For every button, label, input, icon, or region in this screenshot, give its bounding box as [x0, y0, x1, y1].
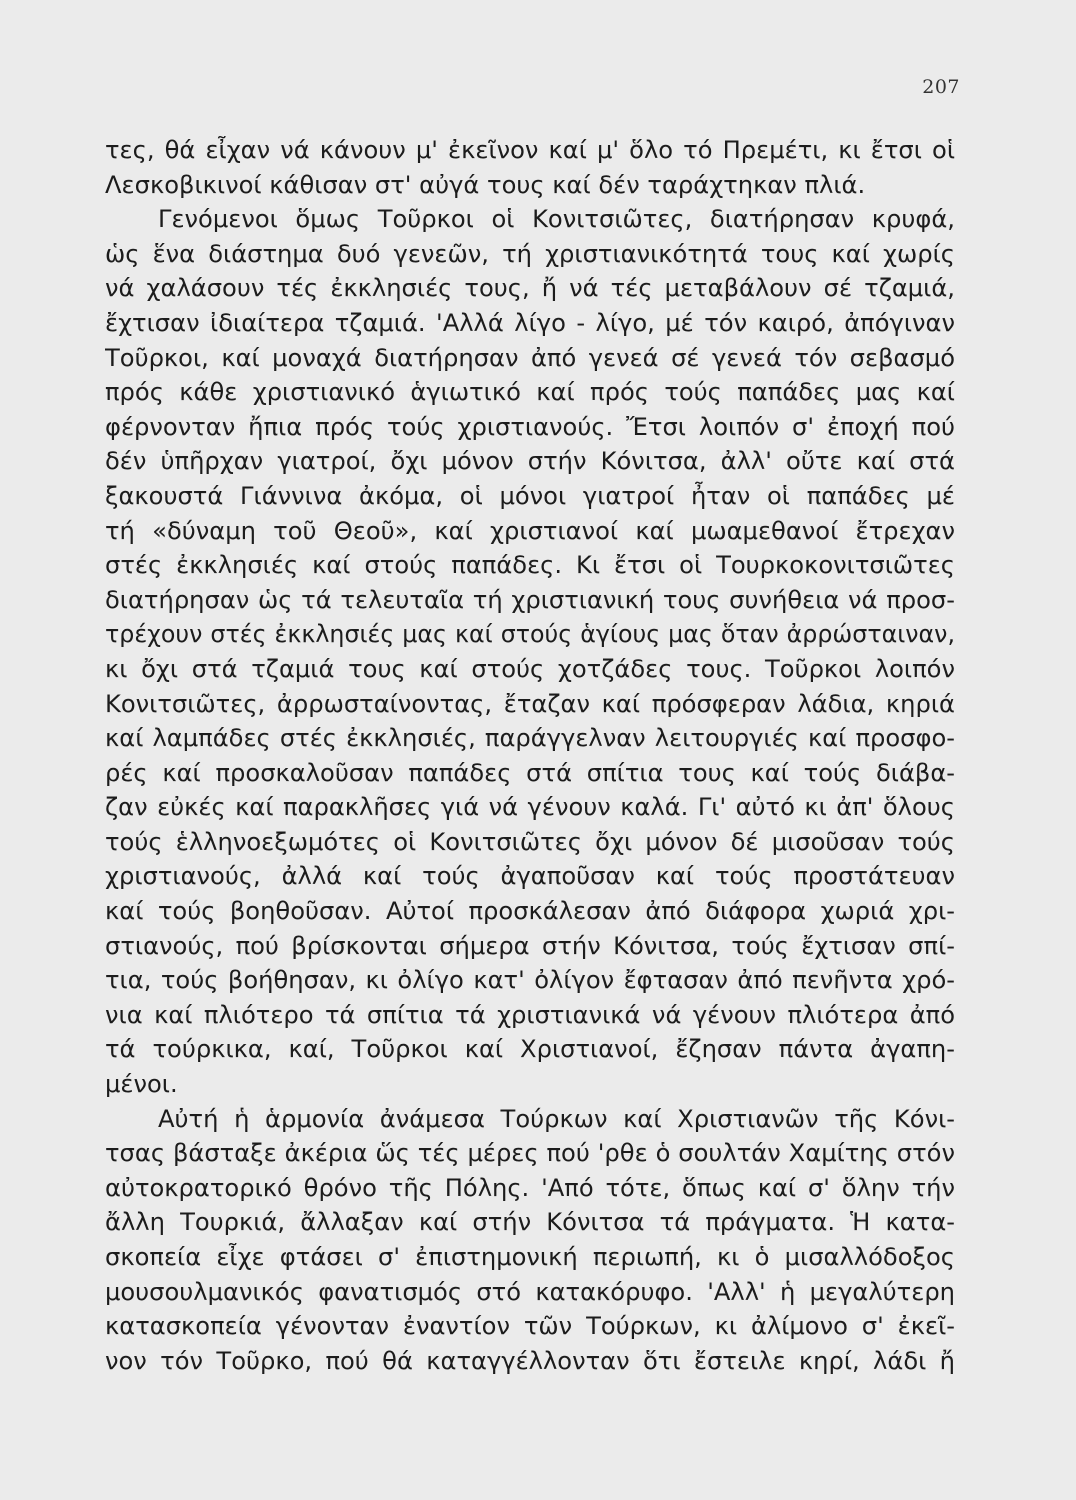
text-line: Αὐτή ἡ ἁρμονία ἀνάμεσα Τούρκων καί Χριστιανῶν τῆς Κόνι-: [158, 1104, 955, 1133]
text-line: νά χαλάσουν τές ἐκκλησιές τους, ἤ νά τές μεταβάλουν σέ τζαμιά,: [105, 274, 955, 303]
text-line: χριστιανούς, ἀλλά καί τούς ἀγαποῦσαν καί τούς προστάτευαν: [105, 862, 955, 891]
text-line: τά τούρκικα, καί, Τοῦρκοι καί Χριστιανοί, ἔζησαν πάντα ἀγαπη-: [105, 1035, 955, 1064]
text-line: τσας βάσταξε ἀκέρια ὥς τές μέρες πού 'ρθε ὁ σουλτάν Χαμίτης στόν: [105, 1139, 955, 1168]
text-line: φέρνονταν ἤπια πρός τούς χριστιανούς. Ἔτσι λοιπόν σ' ἐποχή πού: [105, 412, 955, 441]
text-line: μουσουλμανικός φανατισμός στό κατακόρυφο. 'Αλλ' ἡ μεγαλύτερη: [105, 1277, 955, 1306]
text-line: ὡς ἕνα διάστημα δυό γενεῶν, τή χριστιανικότητά τους καί χωρίς: [105, 239, 955, 268]
text-line: ρές καί προσκαλοῦσαν παπάδες στά σπίτια τους καί τούς διάβα-: [105, 758, 955, 787]
text-line: ζαν εὐκές καί παρακλῆσες γιά νά γένουν καλά. Γι' αὐτό κι ἀπ' ὅλους: [105, 793, 955, 822]
text-line: ἄλλη Τουρκιά, ἄλλαξαν καί στήν Κόνιτσα τά πράγματα. Ἡ κατα-: [105, 1208, 955, 1237]
text-line: μένοι.: [105, 1070, 178, 1099]
page-number: 207: [922, 76, 960, 98]
text-line: Κονιτσιῶτες, ἀρρωσταίνοντας, ἔταζαν καί πρόσφεραν λάδια, κηριά: [105, 689, 955, 718]
text-line: διατήρησαν ὡς τά τελευταῖα τή χριστιανική τους συνήθεια νά προσ-: [105, 585, 955, 614]
text-line: σκοπεία εἶχε φτάσει σ' ἐπιστημονική περιωπή, κι ὁ μισαλλόδοξος: [105, 1243, 955, 1271]
text-line: τρέχουν στές ἐκκλησιές μας καί στούς ἁγίους μας ὅταν ἀρρώσταιναν,: [105, 620, 955, 649]
text-line: ἔχτισαν ἰδιαίτερα τζαμιά. 'Αλλά λίγο - λίγο, μέ τόν καιρό, ἀπόγιναν: [105, 308, 955, 337]
text-line: τούς ἑλληνοεξωμότες οἱ Κονιτσιῶτες ὄχι μόνον δέ μισοῦσαν τούς: [105, 827, 955, 856]
text-line: Λεσκοβικινοί κάθισαν στ' αὐγά τους καί δέν ταράχτηκαν πλιά.: [105, 170, 866, 199]
text-line: τή «δύναμη τοῦ Θεοῦ», καί χριστιανοί καί μωαμεθανοί ἔτρεχαν: [105, 516, 955, 545]
text-line: νον τόν Τοῦρκο, πού θά καταγγέλλονταν ὅτι ἔστειλε κηρί, λάδι ἤ: [105, 1346, 955, 1375]
text-line: ξακουστά Γιάννινα ἀκόμα, οἱ μόνοι γιατροί ἦταν οἱ παπάδες μέ: [105, 481, 955, 510]
text-line: αὐτοκρατορικό θρόνο τῆς Πόλης. 'Από τότε, ὅπως καί σ' ὅλην τήν: [105, 1173, 955, 1202]
text-line: Γενόμενοι ὅμως Τοῦρκοι οἱ Κονιτσιῶτες, διατήρησαν κρυφά,: [158, 205, 955, 234]
text-line: στές ἐκκλησιές καί στούς παπάδες. Κι ἔτσι οἱ Τουρκοκονιτσιῶτες: [105, 551, 955, 580]
text-line: τες, θά εἶχαν νά κάνουν μ' ἐκεῖνον καί μ' ὅλο τό Πρεμέτι, κι ἔτσι οἱ: [105, 136, 955, 164]
text-line: καί τούς βοηθοῦσαν. Αὐτοί προσκάλεσαν ἀπό διάφορα χωριά χρι-: [105, 897, 955, 926]
text-line: δέν ὑπῆρχαν γιατροί, ὄχι μόνον στήν Κόνιτσα, ἀλλ' οὔτε καί στά: [105, 447, 955, 476]
text-line: κατασκοπεία γένονταν ἐναντίον τῶν Τούρκων, κι ἀλίμονο σ' ἐκεῖ-: [105, 1312, 955, 1341]
text-line: τια, τούς βοήθησαν, κι ὀλίγο κατ' ὀλίγον ἔφτασαν ἀπό πενῆντα χρό-: [105, 966, 955, 995]
text-line: νια καί πλιότερο τά σπίτια τά χριστιανικά νά γένουν πλιότερα ἀπό: [105, 1000, 955, 1029]
text-line: στιανούς, πού βρίσκονται σήμερα στήν Κόνιτσα, τούς ἔχτισαν σπί-: [105, 931, 955, 960]
text-line: κι ὄχι στά τζαμιά τους καί στούς χοτζάδες τους. Τοῦρκοι λοιπόν: [105, 654, 955, 683]
text-line: Τοῦρκοι, καί μοναχά διατήρησαν ἀπό γενεά σέ γενεά τόν σεβασμό: [105, 343, 955, 372]
text-line: καί λαμπάδες στές ἐκκλησιές, παράγγελναν λειτουργιές καί προσφο-: [105, 724, 955, 753]
body-text: [105, 133, 955, 1378]
text-line: πρός κάθε χριστιανικό ἁγιωτικό καί πρός τούς παπάδες μας καί: [105, 378, 955, 407]
